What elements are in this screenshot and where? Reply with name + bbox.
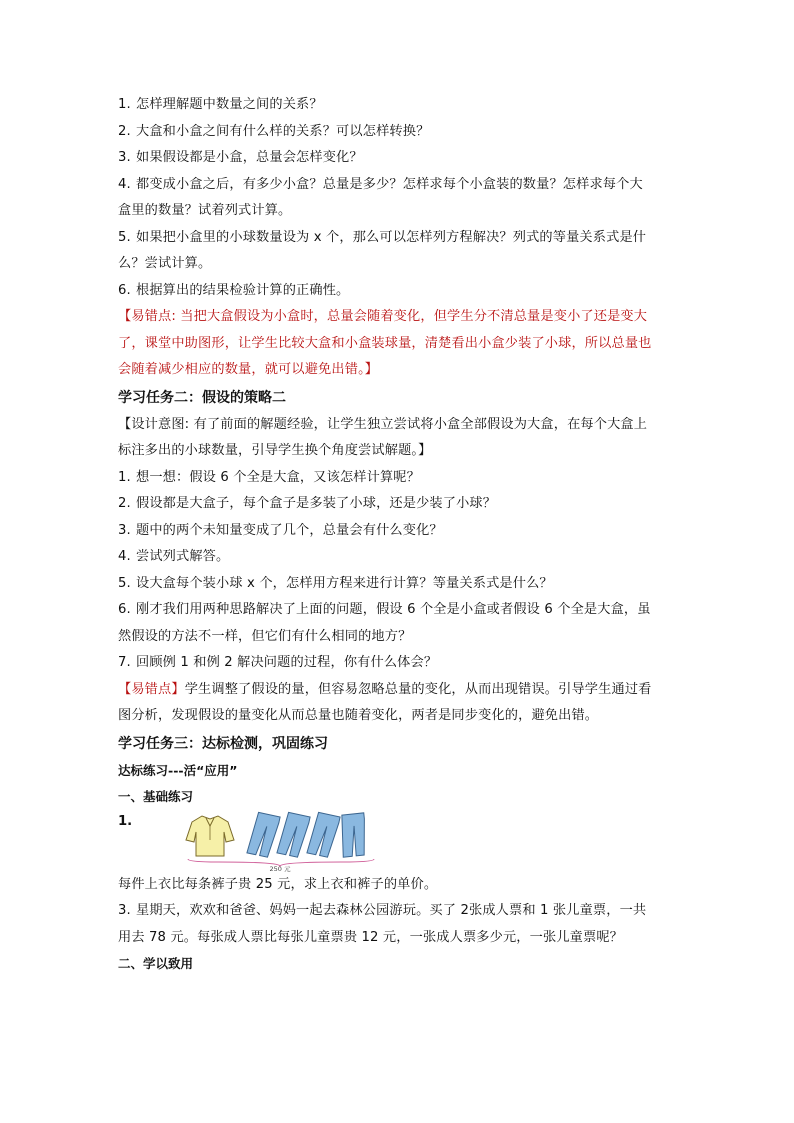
question-a6: [118, 278, 678, 305]
exercise-1-text: 每件上衣比每条裤子贵 25 元，求上衣和裤子的单价。: [118, 876, 438, 892]
pants-icon: [339, 812, 368, 856]
document-page: [118, 92, 678, 977]
question-a4-cont: 盒里的数量？试着列式计算。: [118, 203, 292, 218]
design-intent-line1: 【设计意图: 有了前面的解题经验，让学生独立尝试将小盒全部假设为大盒，在每个大盒上: [118, 416, 648, 432]
question-number: 4.: [118, 176, 131, 192]
question-b2: [118, 491, 678, 518]
exercise-number: 1.: [118, 813, 133, 829]
clothes-illustration: [178, 810, 388, 872]
question-b1: [118, 465, 678, 492]
question-number: 5.: [118, 229, 131, 245]
error-note-2-tag: 【易错点】: [118, 681, 185, 697]
question-text: 尝试列式解答。: [136, 549, 230, 564]
question-a3: [118, 145, 678, 172]
question-text: 根据算出的结果检验计算的正确性。: [136, 282, 350, 298]
question-a2: [118, 119, 678, 146]
question-text: 题中的两个未知量变成了几个，总量会有什么变化？: [136, 522, 443, 538]
question-text: 都变成小盒之后，有多少小盒？总量是多少？怎样求每个小盒装的数量？怎样求每个大: [136, 176, 643, 192]
question-b6-cont: 然假设的方法不一样，但它们有什么相同的地方？: [118, 628, 412, 644]
question-number: 2.: [118, 123, 131, 139]
pants-icon: [307, 811, 340, 857]
question-text: 假设都是大盒子，每个盒子是多装了小球，还是少装了小球？: [136, 496, 497, 511]
error-note-1-line2: 了，课堂中助图形，让学生比较大盒和小盒装球量，清楚看出小盒少装了小球，所以总量也: [118, 335, 652, 351]
question-text: 如果假设都是小盒，总量会怎样变化？: [136, 150, 363, 165]
question-number: 6.: [118, 602, 131, 617]
pants-icon: [247, 811, 280, 857]
exercise-text: 星期天，欢欢和爸爸、妈妈一起去森林公园游玩。买了 2张成人票和 1 张儿童票，一共: [136, 903, 647, 918]
question-number: 7.: [118, 655, 131, 670]
question-b4: [118, 544, 678, 571]
question-number: 5.: [118, 575, 131, 591]
question-b6: [118, 597, 678, 624]
exercise-number: 3.: [118, 903, 131, 918]
question-a1: [118, 92, 678, 119]
question-number: 1.: [118, 469, 131, 485]
question-number: 4.: [118, 549, 131, 564]
error-note-1-line1: 【易错点: 当把大盒假设为小盒时，总量会随着变化，但学生分不清总量是变小了还是变大: [118, 309, 648, 324]
question-text: 大盒和小盒之间有什么样的关系？可以怎样转换？: [136, 123, 430, 139]
practice-heading: 达标练习---活“应用”: [118, 762, 238, 778]
task2-heading: 学习任务二：假设的策略二: [118, 389, 286, 406]
section2-heading: 二、学以致用: [118, 956, 194, 971]
question-b3: [118, 518, 678, 545]
question-b5: [118, 571, 678, 598]
task3-heading: 学习任务三：达标检测，巩固练习: [118, 735, 328, 752]
question-number: 6.: [118, 282, 131, 298]
question-number: 1.: [118, 97, 131, 112]
question-a5-cont: 么？尝试计算。: [118, 256, 212, 271]
question-text: 怎样理解题中数量之间的关系？: [136, 97, 323, 112]
error-note-2-line2: 图分析，发现假设的量变化从而总量也随着变化，两者是同步变化的，避免出错。: [118, 708, 599, 723]
question-text: 刚才我们用两种思路解决了上面的问题，假设 6 个全是小盒或者假设 6 个全是大盒，虽: [136, 602, 651, 617]
shirt-icon: [186, 816, 234, 856]
exercise-3-line1: [118, 898, 678, 925]
question-number: 3.: [118, 522, 131, 538]
question-a4: [118, 172, 678, 199]
design-intent-line2: 标注多出的小球数量，引导学生换个角度尝试解题。】: [118, 443, 432, 458]
question-text: 设大盒每个装小球 x 个，怎样用方程来进行计算？等量关系式是什么？: [136, 575, 553, 591]
error-note-2-text: 学生调整了假设的量，但容易忽略总量的变化，从而出现错误。引导学生通过看: [184, 681, 652, 697]
question-text: 想一想：假设 6 个全是大盒，又该怎样计算呢？: [136, 469, 420, 485]
question-text: 回顾例 1 和例 2 解决问题的过程，你有什么体会？: [136, 655, 438, 670]
error-note-1-line3: 会随着减少相应的数量，就可以避免出错。】: [118, 362, 379, 377]
question-text: 如果把小盒里的小球数量设为 x 个，那么可以怎样列方程解决？列式的等量关系式是什: [136, 229, 647, 245]
pants-icon: [277, 811, 310, 857]
question-b7: [118, 650, 678, 677]
price-label: 250 元: [269, 864, 291, 872]
error-note-2-line1: [118, 677, 678, 704]
exercise-3-line2: 用去 78 元。每张成人票比每张儿童票贵 12 元，一张成人票多少元，一张儿童票呢？: [118, 929, 624, 945]
question-number: 2.: [118, 496, 131, 511]
exercise-1-figure: [118, 810, 678, 872]
question-number: 3.: [118, 150, 131, 165]
question-a5: [118, 225, 678, 252]
section1-heading: 一、基础练习: [118, 788, 194, 804]
